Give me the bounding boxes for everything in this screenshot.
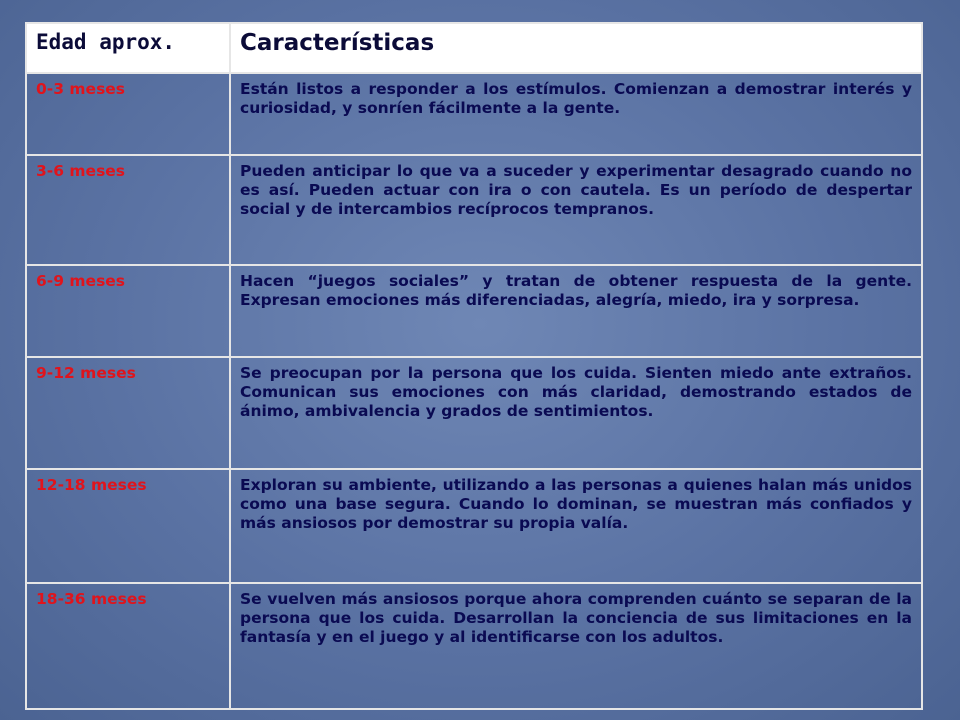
description-cell: Están listos a responder a los estímulos. Comienzan a demostrar interés y curiosidad, y sonríen fácilmente a la gente. xyxy=(230,73,922,155)
description-cell: Se vuelven más ansiosos porque ahora comprenden cuánto se separan de la persona que los cuida. Desarrollan la conciencia de sus limitaciones en la fantasía y en el juego y al identificarse con los adultos. xyxy=(230,583,922,709)
age-cell: 9-12 meses xyxy=(26,357,230,469)
table-row xyxy=(26,583,922,709)
header-age: Edad aprox. xyxy=(26,23,230,73)
description-cell: Exploran su ambiente, utilizando a las personas a quienes halan más unidos como una base segura. Cuando lo dominan, se muestran más confiados y más ansiosos por demostrar su propia valía. xyxy=(230,469,922,583)
table-row xyxy=(26,155,922,265)
age-cell: 6-9 meses xyxy=(26,265,230,357)
table-row xyxy=(26,265,922,357)
table-row xyxy=(26,357,922,469)
age-cell: 0-3 meses xyxy=(26,73,230,155)
table-row xyxy=(26,469,922,583)
description-cell: Se preocupan por la persona que los cuida. Sienten miedo ante extraños. Comunican sus emociones con más claridad, demostrando estados de ánimo, ambivalencia y grados de sentimientos. xyxy=(230,357,922,469)
age-cell: 3-6 meses xyxy=(26,155,230,265)
description-cell: Pueden anticipar lo que va a suceder y experimentar desagrado cuando no es así. Pueden actuar con ira o con cautela. Es un período de despertar social y de intercambios recíprocos tempranos. xyxy=(230,155,922,265)
development-table xyxy=(25,22,923,710)
table-row xyxy=(26,73,922,155)
age-cell: 18-36 meses xyxy=(26,583,230,709)
header-row xyxy=(26,23,922,73)
header-characteristics: Características xyxy=(230,23,922,73)
description-cell: Hacen “juegos sociales” y tratan de obtener respuesta de la gente. Expresan emociones más diferenciadas, alegría, miedo, ira y sorpresa. xyxy=(230,265,922,357)
age-cell: 12-18 meses xyxy=(26,469,230,583)
